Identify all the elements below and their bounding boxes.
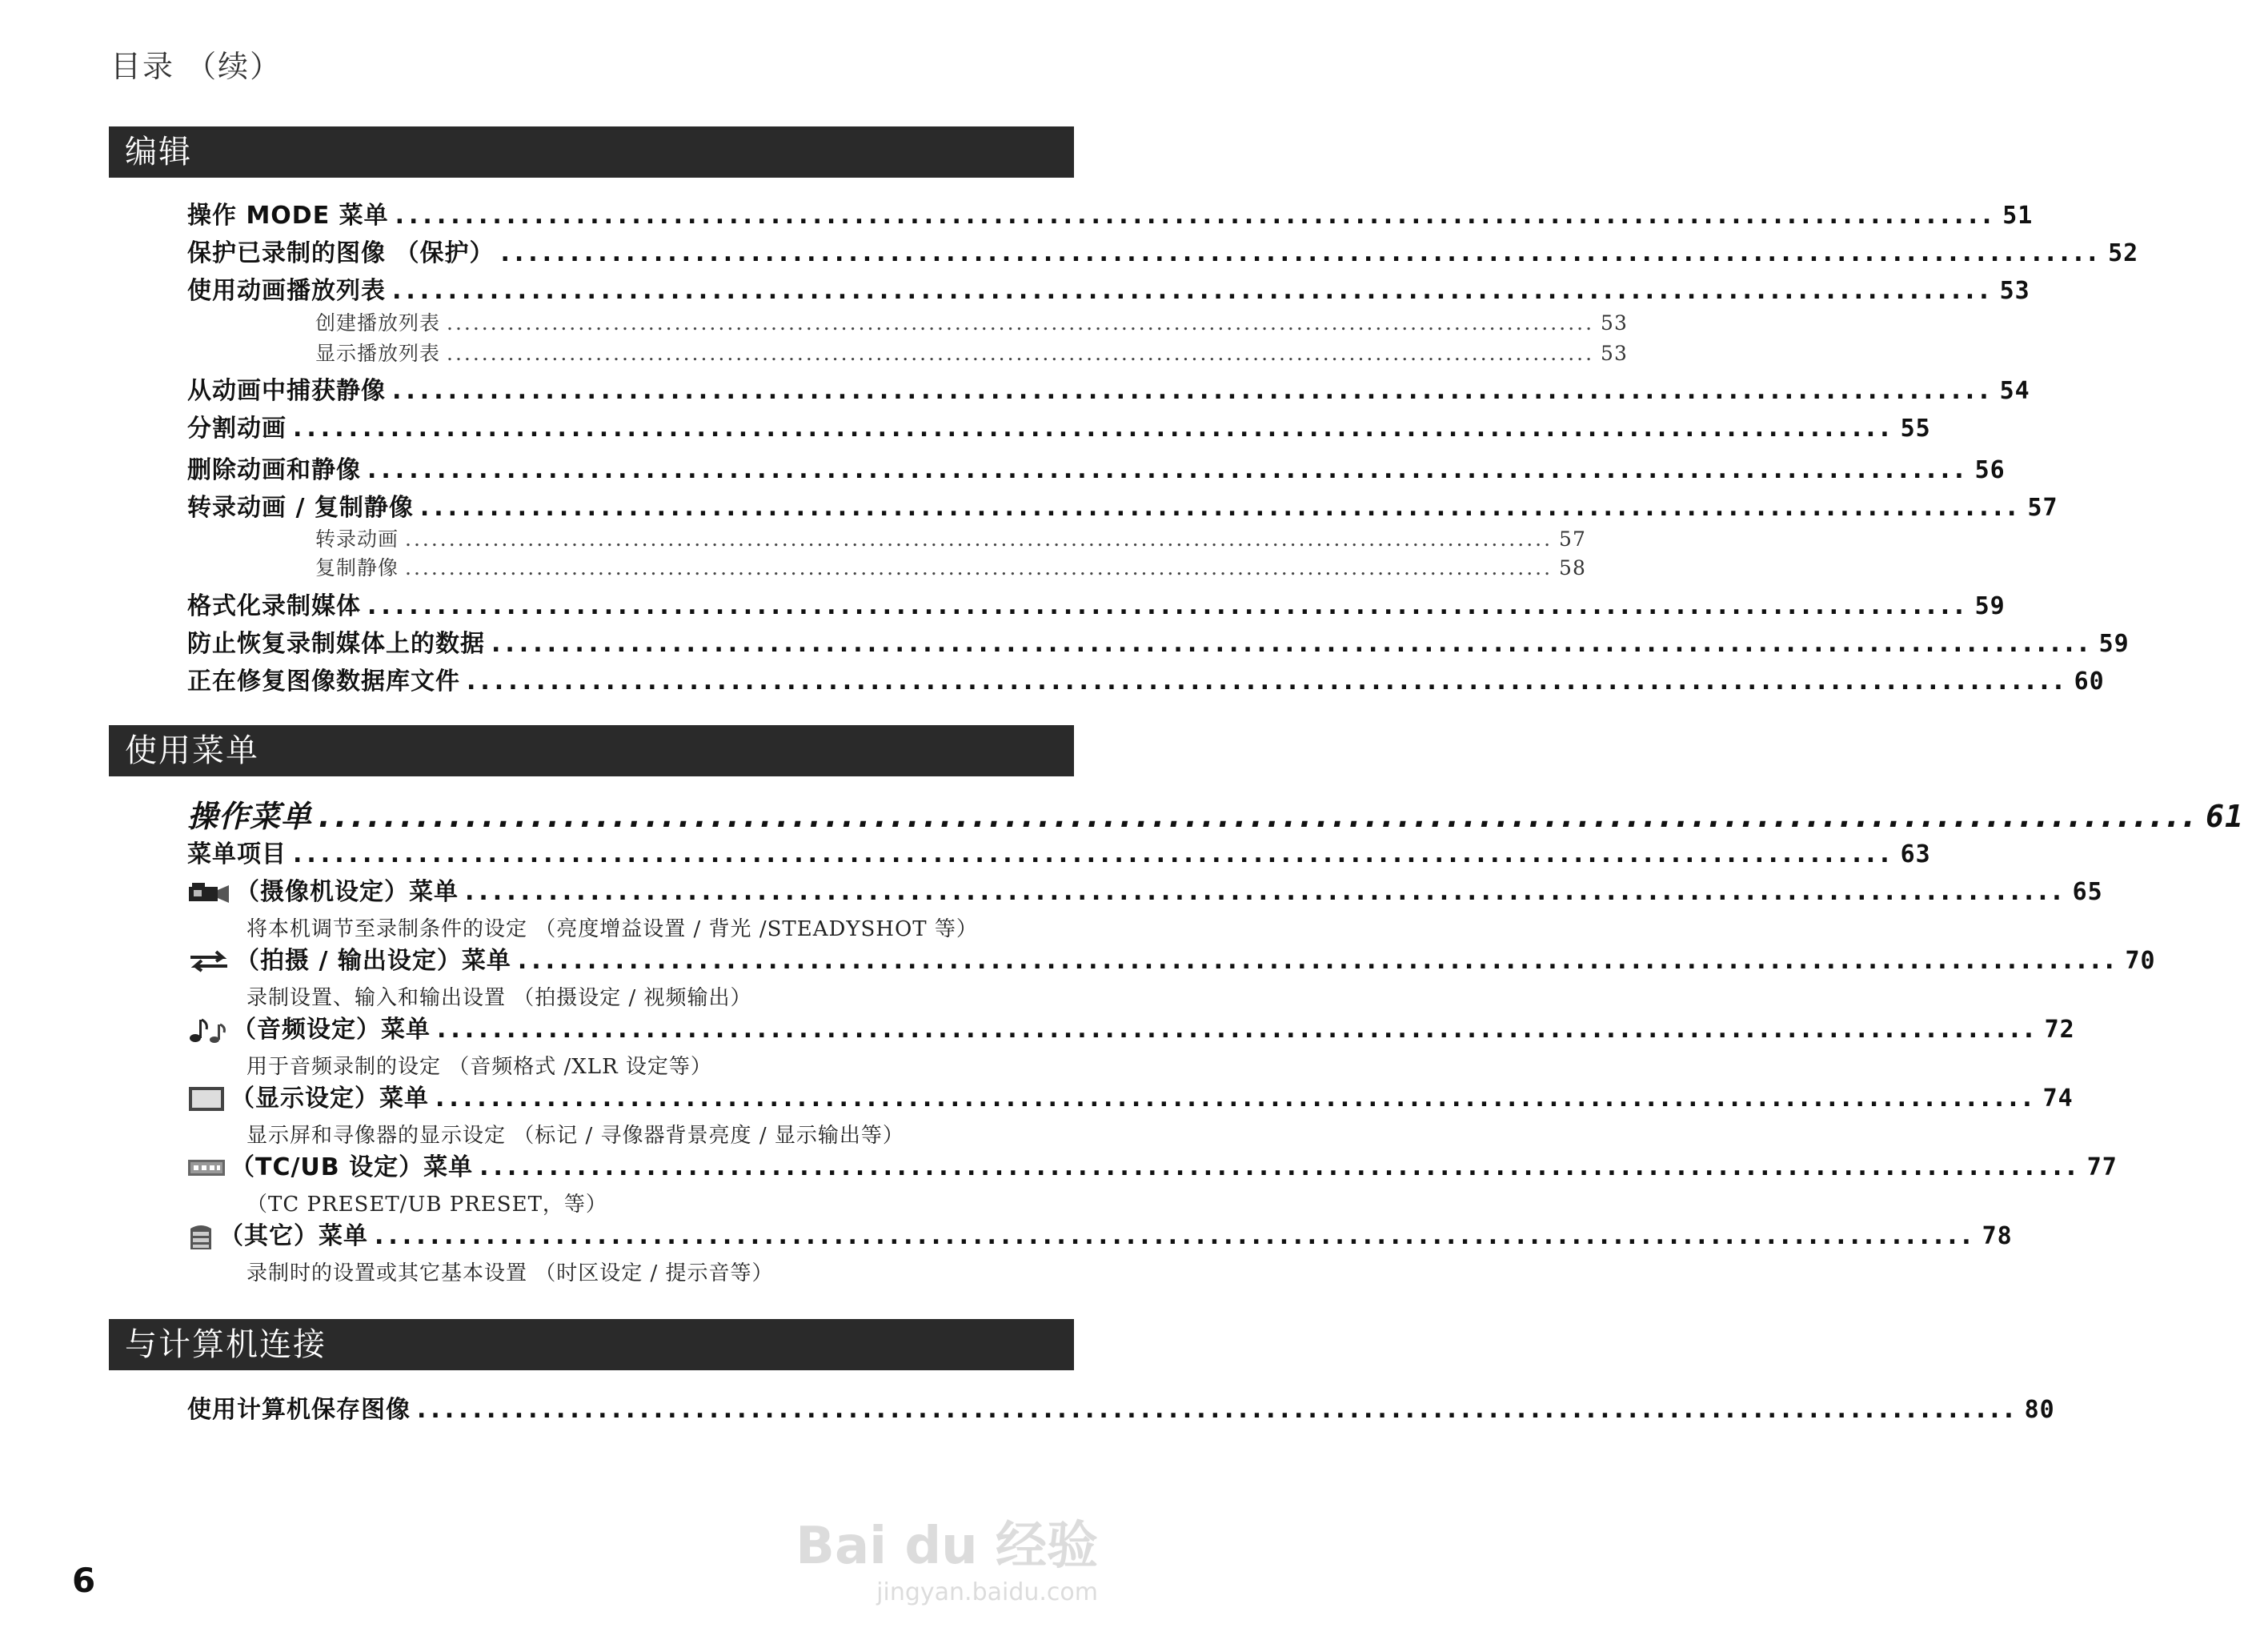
dot-leader: ...................................................................................................................: [367, 456, 1969, 484]
toc-entry-label: 菜单项目: [187, 840, 287, 868]
dot-leader: ...................................................................................................................................: [447, 311, 1595, 335]
toc-entry-page: 70: [2125, 947, 2156, 975]
toc-entry-label: 从动画中捕获静像: [187, 377, 386, 405]
toc-entry-label: 转录动画 / 复制静像: [187, 494, 414, 522]
dot-leader: ...................................................................................................................: [435, 1085, 2037, 1113]
toc-entry-page: 61: [2206, 799, 2244, 834]
dot-leader: ...................................................................................................................................: [447, 342, 1595, 365]
toc-entry-label: 操作 MODE 菜单: [187, 202, 389, 230]
dot-leader: ...................................................................................................................: [392, 377, 1994, 405]
toc-entry-page: 59: [2098, 630, 2130, 658]
toc-entry-page: 53: [1601, 311, 1628, 335]
toc-entry-menu-items[interactable]: [187, 839, 1931, 871]
timecode-icon: [187, 1157, 226, 1178]
dot-leader: ...................................................................................................................: [293, 840, 1894, 868]
dot-leader: ...................................................................................................................: [479, 1153, 2081, 1181]
toolbox-icon: [187, 1222, 214, 1251]
toc-subentry-copy-still[interactable]: [315, 555, 1586, 581]
dot-leader: ...................................................................................................................: [395, 202, 1997, 230]
toc-entry-others-menu[interactable]: [187, 1221, 2013, 1253]
toc-entry-label: （显示设定）菜单: [230, 1085, 429, 1113]
toc-entry-page: 57: [1559, 527, 1586, 551]
dot-leader: ...................................................................................................................: [392, 277, 1994, 305]
toc-entry-delete[interactable]: [187, 455, 2006, 487]
toc-entry-page: 65: [2072, 878, 2103, 906]
toc-entry-page: 56: [1974, 456, 2006, 484]
toc-entry-page: 53: [1999, 277, 2030, 305]
running-head: 目录 （续）: [110, 49, 283, 84]
toc-entry-label: 创建播放列表: [315, 311, 441, 335]
toc-entry-page: 54: [1999, 377, 2030, 405]
toc-entry-label: 格式化录制媒体: [187, 592, 361, 620]
dot-leader: ...................................................................................................................: [375, 1222, 1976, 1250]
baidu-watermark: [795, 1505, 1098, 1606]
toc-entry-prevent-recovery[interactable]: [187, 628, 2130, 660]
toc-entry-capture-still[interactable]: [187, 375, 2030, 407]
dot-leader: ...................................................................................................................: [417, 1396, 2018, 1424]
toc-entry-page: 53: [1601, 342, 1628, 365]
toc-entry-page: 78: [1982, 1222, 2013, 1250]
toc-entry-label: 使用计算机保存图像: [187, 1396, 411, 1424]
toc-entry-label: 转录动画: [315, 527, 399, 551]
dot-leader: ...................................................................................................................................: [405, 527, 1553, 551]
dot-leader: ...................................................................................................................: [419, 494, 2022, 522]
input-output-icon: [187, 949, 230, 973]
toc-entry-audio-set-menu[interactable]: [187, 1014, 2075, 1046]
dot-leader: ...................................................................................................................: [517, 947, 2119, 975]
toc-entry-description: 显示屏和寻像器的显示设定 （标记 / 寻像器背景亮度 / 显示输出等）: [246, 1124, 904, 1148]
toc-entry-label: 显示播放列表: [315, 342, 441, 365]
toc-entry-page: 52: [2108, 239, 2139, 267]
toc-entry-label: 删除动画和静像: [187, 456, 361, 484]
toc-entry-label: （音频设定）菜单: [232, 1016, 431, 1044]
toc-entry-page: 72: [2044, 1016, 2075, 1044]
toc-entry-page: 77: [2086, 1153, 2118, 1181]
toc-entry-camera-set-menu[interactable]: [187, 876, 2103, 908]
toc-entry-repair-database[interactable]: [187, 666, 2105, 698]
toc-subentry-create-playlist[interactable]: [315, 311, 1628, 336]
toc-entry-operating-menus[interactable]: [187, 797, 2244, 836]
toc-entry-page: 74: [2042, 1085, 2074, 1113]
toc-entry-page: 57: [2027, 494, 2058, 522]
section-header-computer-connection: 与计算机连接: [109, 1319, 1074, 1370]
toc-entry-page: 59: [1974, 592, 2006, 620]
toc-entry-save-images-computer[interactable]: [187, 1394, 2055, 1426]
toc-entry-operation-mode-menu[interactable]: [187, 200, 2034, 232]
toc-entry-protect-images[interactable]: [187, 238, 2139, 270]
camera-icon: [187, 880, 230, 904]
music-note-icon: [187, 1016, 227, 1044]
toc-entry-label: 复制静像: [315, 556, 399, 579]
watermark-brand: Bai du 经验: [795, 1517, 1098, 1576]
watermark-url: jingyan.baidu.com: [876, 1578, 1098, 1606]
toc-entry-display-set-menu[interactable]: [187, 1083, 2074, 1115]
toc-entry-in-out-rec-menu[interactable]: [187, 945, 2156, 977]
dot-leader: ...................................................................................................................: [467, 668, 2068, 696]
toc-entry-dub-copy[interactable]: [187, 492, 2058, 524]
toc-entry-page: 51: [2002, 202, 2034, 230]
toc-entry-description: 用于音频录制的设定 （音频格式 /XLR 设定等）: [246, 1055, 712, 1079]
toc-entry-label: （TC/UB 设定）菜单: [230, 1153, 474, 1181]
toc-entry-description: （TC PRESET/UB PRESET，等）: [246, 1193, 607, 1217]
toc-subentry-dub-movie[interactable]: [315, 527, 1586, 552]
dot-leader: ...................................................................................................................: [367, 592, 1969, 620]
dot-leader: ...................................................................................................................: [465, 878, 2066, 906]
toc-entry-label: 保护已录制的图像 （保护）: [187, 239, 495, 267]
dot-leader: ...................................................................................................................: [437, 1016, 2038, 1044]
display-screen-icon: [187, 1085, 226, 1113]
toc-entry-label: （拍摄 / 输出设定）菜单: [235, 947, 511, 975]
toc-entry-description: 录制时的设置或其它基本设置 （时区设定 / 提示音等）: [246, 1261, 774, 1285]
toc-entry-page: 63: [1900, 840, 1931, 868]
toc-entry-page: 55: [1900, 415, 1931, 443]
toc-entry-page: 58: [1559, 556, 1586, 579]
page-number: 6: [72, 1561, 96, 1600]
toc-entry-label: 防止恢复录制媒体上的数据: [187, 630, 485, 658]
toc-entry-label: 使用动画播放列表: [187, 277, 386, 305]
toc-entry-label: 正在修复图像数据库文件: [187, 668, 460, 696]
toc-entry-format-media[interactable]: [187, 591, 2006, 623]
dot-leader: ...................................................................................................................: [293, 415, 1894, 443]
toc-entry-label: （摄像机设定）菜单: [235, 878, 459, 906]
toc-entry-label: 操作菜单: [187, 799, 313, 834]
dot-leader: ...................................................................................................................: [491, 630, 2093, 658]
toc-entry-description: 录制设置、输入和输出设置 （拍摄设定 / 视频输出）: [246, 986, 752, 1010]
toc-entry-label: （其它）菜单: [219, 1222, 368, 1250]
dot-leader: ...................................................................................................................................: [405, 556, 1553, 579]
dot-leader: ...................................................................................................................: [319, 799, 2200, 834]
toc-entry-page: 80: [2024, 1396, 2055, 1424]
toc-entry-playlist[interactable]: [187, 275, 2030, 307]
dot-leader: ...................................................................................................................: [500, 239, 2102, 267]
toc-entry-divide-movie[interactable]: [187, 413, 1931, 445]
toc-entry-description: 将本机调节至录制条件的设定 （亮度增益设置 / 背光 /STEADYSHOT 等）: [246, 917, 978, 941]
section-header-using-menus: 使用菜单: [109, 725, 1074, 776]
toc-entry-tc-ub-set-menu[interactable]: [187, 1152, 2118, 1184]
section-header-edit: 编辑: [109, 126, 1074, 178]
toc-subentry-show-playlist[interactable]: [315, 341, 1628, 367]
toc-entry-label: 分割动画: [187, 415, 287, 443]
toc-entry-page: 60: [2074, 668, 2105, 696]
